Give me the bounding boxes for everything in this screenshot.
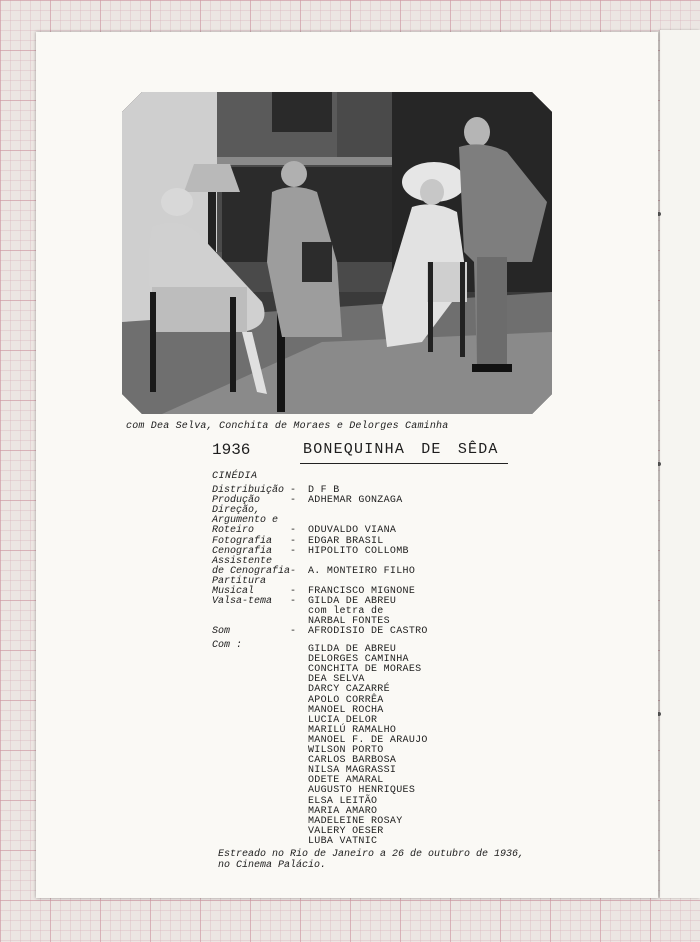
cast-member: CONCHITA DE MORAES <box>308 664 422 676</box>
film-title: BONEQUINHA DE SÊDA <box>303 441 499 458</box>
cast-member: MADELEINE ROSAY <box>308 815 403 827</box>
credit-role: Roteiro <box>212 525 255 537</box>
credit-role: Produção <box>212 495 261 507</box>
credit-dash: - <box>290 586 297 597</box>
cast-member: MANOEL ROCHA <box>308 704 384 716</box>
credit-dash: - <box>290 596 297 608</box>
credit-role: Assistente <box>212 555 273 567</box>
credit-role: Musical <box>212 586 255 597</box>
credit-role: Partitura <box>212 575 267 587</box>
credit-role: Fotografia <box>212 535 273 547</box>
credit-dash: - <box>290 545 297 557</box>
credit-value: HIPOLITO COLLOMB <box>308 545 409 557</box>
premiere-line: no Cinema Palácio. <box>218 860 327 871</box>
photo-caption: com Dea Selva, Conchita de Moraes e Delorges Caminha <box>126 421 449 432</box>
cast-member: MANOEL F. DE ARAUJO <box>308 734 428 746</box>
credit-dash: - <box>290 626 297 638</box>
credit-value: ADHEMAR GONZAGA <box>308 495 403 507</box>
credit-value: com letra de <box>308 606 384 618</box>
film-still-photo <box>122 92 552 414</box>
cast-member: LUCIA DELOR <box>308 714 378 726</box>
cast-member: DARCY CAZARRÉ <box>308 684 390 696</box>
credit-role: Som <box>212 626 231 638</box>
credit-role: Direção, <box>212 505 261 517</box>
premiere-line: Estreado no Rio de Janeiro a 26 de outubro de 1936, <box>218 849 525 860</box>
credit-dash: - <box>290 495 297 507</box>
credit-value: GILDA DE ABREU <box>308 596 397 608</box>
cast-member: DELORGES CAMINHA <box>308 654 409 666</box>
credit-value: AFRODISIO DE CASTRO <box>308 626 428 638</box>
cast-member: ODETE AMARAL <box>308 775 384 787</box>
cast-member: GILDA DE ABREU <box>308 644 397 655</box>
cast-member: MARILÚ RAMALHO <box>308 724 397 736</box>
cast-label: Com : <box>212 640 243 651</box>
cast-member: CARLOS BARBOSA <box>308 755 397 767</box>
title-underline <box>300 463 508 464</box>
credit-value: NARBAL FONTES <box>308 616 390 628</box>
credit-role: de Cenografia- <box>212 565 297 577</box>
cast-member: DEA SELVA <box>308 674 365 686</box>
credit-role: Valsa-tema <box>212 596 273 608</box>
credit-value: FRANCISCO MIGNONE <box>308 586 416 597</box>
cast-member: AUGUSTO HENRIQUES <box>308 785 416 797</box>
cast-member: VALERY OESER <box>308 825 384 837</box>
cast-member: LUBA VATNIC <box>308 835 378 847</box>
credit-role: Distribuição <box>212 485 285 496</box>
credit-dash: - <box>290 535 297 547</box>
cast-member: WILSON PORTO <box>308 745 384 756</box>
credit-dash: - <box>290 485 297 496</box>
credit-value: D F B <box>308 485 340 496</box>
studio-name: CINÉDIA <box>212 471 258 482</box>
cast-member: APOLO CORRÊA <box>308 694 384 706</box>
cast-member: MARIA AMARO <box>308 805 378 817</box>
release-year: 1936 <box>212 441 251 459</box>
credit-value: A. MONTEIRO FILHO <box>308 565 416 577</box>
credit-dash: - <box>290 525 297 537</box>
next-page-edge <box>660 30 700 898</box>
credit-role: Argumento e <box>212 515 279 527</box>
credit-value: EDGAR BRASIL <box>308 535 384 547</box>
credit-value: ODUVALDO VIANA <box>308 525 397 537</box>
credit-role: Cenografia <box>212 545 273 557</box>
cast-member: NILSA MAGRASSI <box>308 765 397 777</box>
cast-member: ELSA LEITÃO <box>308 795 378 807</box>
